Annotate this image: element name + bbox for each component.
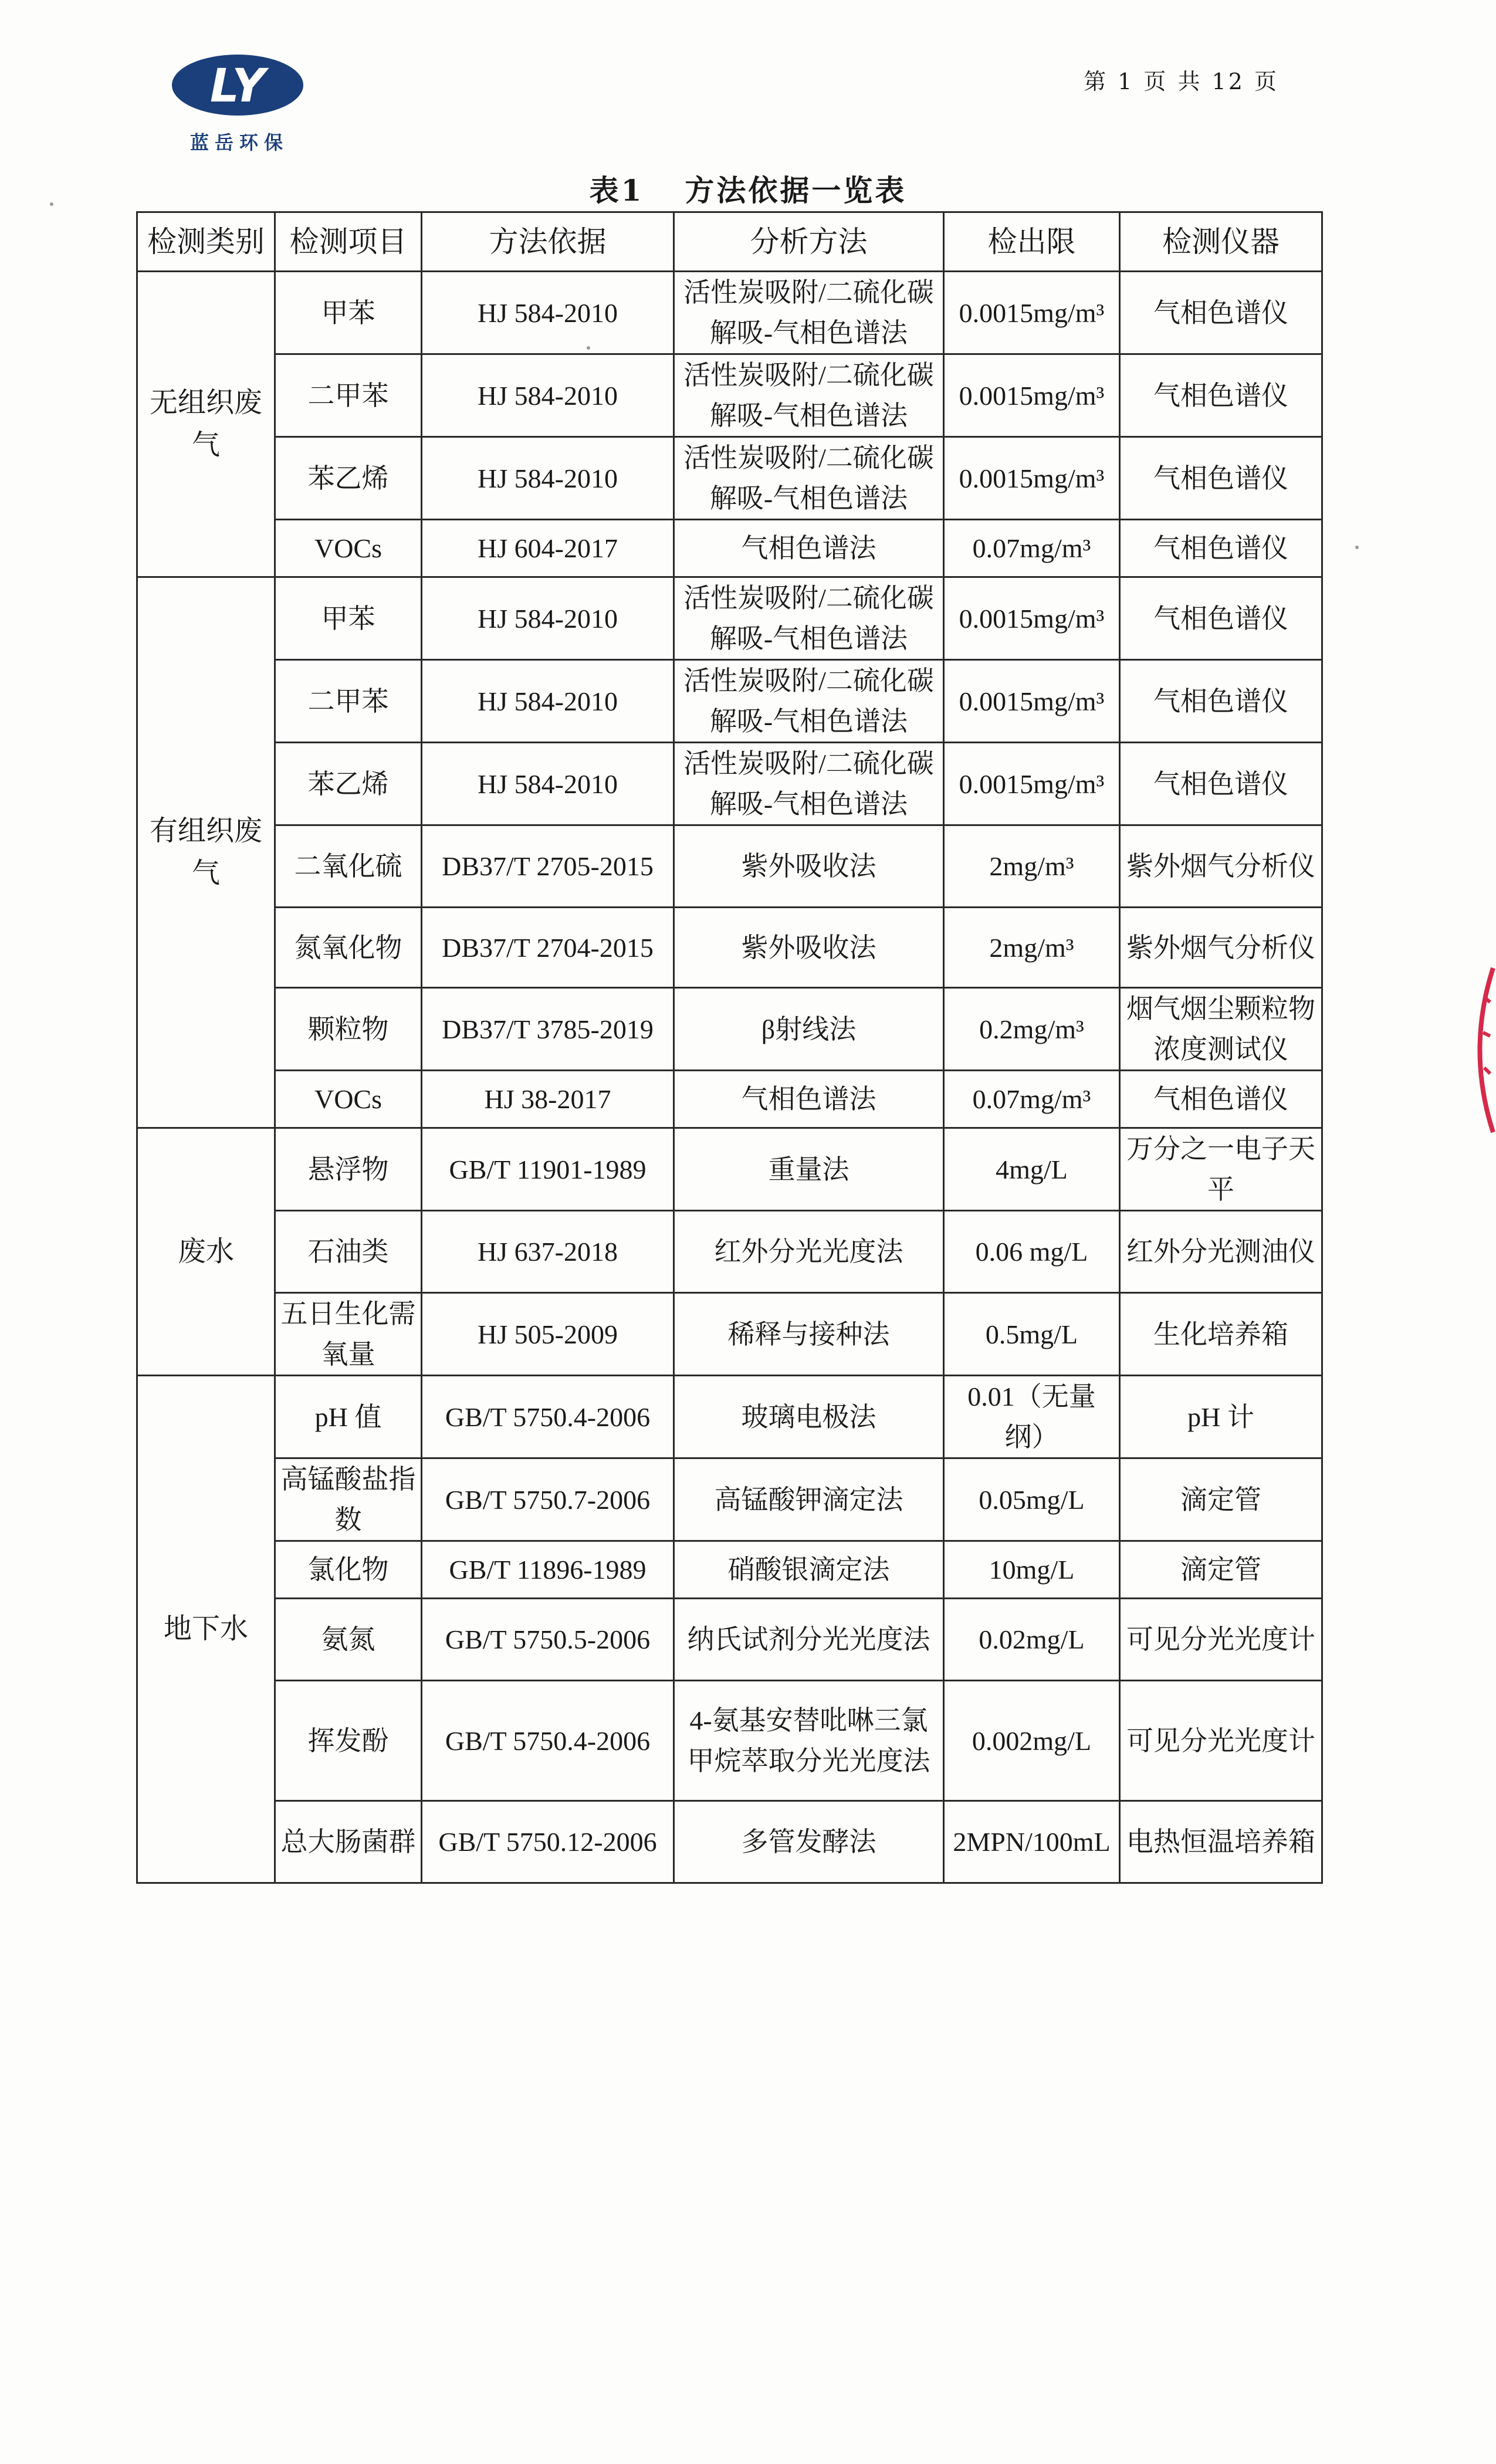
analysis-cell: 气相色谱法	[674, 520, 944, 577]
table-row	[137, 272, 1322, 354]
limit-cell: 0.07mg/m³	[944, 520, 1120, 577]
header-method: 方法依据	[422, 212, 674, 272]
limit-cell: 4mg/L	[944, 1128, 1120, 1211]
instrument-cell: 紫外烟气分析仪	[1120, 908, 1322, 988]
item-cell: 颗粒物	[275, 988, 422, 1071]
stamp-fragment-icon	[1461, 962, 1496, 1138]
limit-cell: 0.0015mg/m³	[944, 354, 1120, 437]
limit-cell: 0.2mg/m³	[944, 988, 1120, 1071]
method-cell: GB/T 5750.7-2006	[422, 1458, 674, 1541]
header-item: 检测项目	[275, 212, 422, 272]
table-row	[137, 1128, 1322, 1211]
table-row	[137, 1293, 1322, 1376]
analysis-cell: 红外分光光度法	[674, 1211, 944, 1293]
instrument-cell: 气相色谱仪	[1120, 577, 1322, 660]
method-cell: GB/T 11896-1989	[422, 1541, 674, 1599]
item-cell: 氮氧化物	[275, 908, 422, 988]
item-cell: 二甲苯	[275, 354, 422, 437]
instrument-cell: 气相色谱仪	[1120, 437, 1322, 520]
item-cell: 苯乙烯	[275, 437, 422, 520]
limit-cell: 2MPN/100mL	[944, 1801, 1120, 1883]
category-cell: 地下水	[137, 1376, 275, 1883]
limit-cell: 0.07mg/m³	[944, 1071, 1120, 1128]
method-cell: HJ 584-2010	[422, 272, 674, 354]
method-cell: HJ 584-2010	[422, 437, 674, 520]
item-cell: 苯乙烯	[275, 743, 422, 825]
header-instrument: 检测仪器	[1120, 212, 1322, 272]
limit-cell: 0.0015mg/m³	[944, 437, 1120, 520]
instrument-cell: 红外分光测油仪	[1120, 1211, 1322, 1293]
instrument-cell: 生化培养箱	[1120, 1293, 1322, 1376]
category-cell: 废水	[137, 1128, 275, 1376]
table-row	[137, 1458, 1322, 1541]
item-cell: pH 值	[275, 1376, 422, 1458]
header-category: 检测类别	[137, 212, 275, 272]
logo-mark-icon	[167, 50, 308, 120]
instrument-cell: 气相色谱仪	[1120, 743, 1322, 825]
limit-cell: 0.0015mg/m³	[944, 577, 1120, 660]
table-row	[137, 354, 1322, 437]
instrument-cell: 可见分光光度计	[1120, 1599, 1322, 1681]
item-cell: 甲苯	[275, 272, 422, 354]
instrument-cell: 气相色谱仪	[1120, 660, 1322, 743]
limit-cell: 2mg/m³	[944, 825, 1120, 908]
instrument-cell: 紫外烟气分析仪	[1120, 825, 1322, 908]
analysis-cell: 重量法	[674, 1128, 944, 1211]
table-title-text: 方法依据一览表	[685, 173, 907, 208]
table-row	[137, 743, 1322, 825]
table-row	[137, 1211, 1322, 1293]
analysis-cell: 多管发酵法	[674, 1801, 944, 1883]
analysis-cell: 活性炭吸附/二硫化碳解吸-气相色谱法	[674, 660, 944, 743]
analysis-cell: 稀释与接种法	[674, 1293, 944, 1376]
table-row	[137, 437, 1322, 520]
method-cell: HJ 604-2017	[422, 520, 674, 577]
instrument-cell: pH 计	[1120, 1376, 1322, 1458]
analysis-cell: β射线法	[674, 988, 944, 1071]
analysis-cell: 4-氨基安替吡啉三氯甲烷萃取分光光度法	[674, 1681, 944, 1801]
instrument-cell: 滴定管	[1120, 1458, 1322, 1541]
item-cell: 石油类	[275, 1211, 422, 1293]
analysis-cell: 玻璃电极法	[674, 1376, 944, 1458]
limit-cell: 0.002mg/L	[944, 1681, 1120, 1801]
item-cell: VOCs	[275, 1071, 422, 1128]
method-cell: DB37/T 3785-2019	[422, 988, 674, 1071]
analysis-cell: 紫外吸收法	[674, 825, 944, 908]
table-row	[137, 1599, 1322, 1681]
analysis-cell: 硝酸银滴定法	[674, 1541, 944, 1599]
limit-cell: 0.5mg/L	[944, 1293, 1120, 1376]
table-row	[137, 988, 1322, 1071]
method-cell: DB37/T 2704-2015	[422, 908, 674, 988]
analysis-cell: 紫外吸收法	[674, 908, 944, 988]
method-cell: HJ 584-2010	[422, 354, 674, 437]
item-cell: 二氧化硫	[275, 825, 422, 908]
instrument-cell: 滴定管	[1120, 1541, 1322, 1599]
analysis-cell: 活性炭吸附/二硫化碳解吸-气相色谱法	[674, 577, 944, 660]
table-title	[0, 167, 1496, 209]
table-row	[137, 1071, 1322, 1128]
header-analysis: 分析方法	[674, 212, 944, 272]
method-cell: GB/T 5750.4-2006	[422, 1681, 674, 1801]
analysis-cell: 气相色谱法	[674, 1071, 944, 1128]
limit-cell: 0.0015mg/m³	[944, 272, 1120, 354]
method-cell: DB37/T 2705-2015	[422, 825, 674, 908]
item-cell: 悬浮物	[275, 1128, 422, 1211]
item-cell: VOCs	[275, 520, 422, 577]
limit-cell: 0.05mg/L	[944, 1458, 1120, 1541]
analysis-cell: 活性炭吸附/二硫化碳解吸-气相色谱法	[674, 437, 944, 520]
method-cell: GB/T 5750.5-2006	[422, 1599, 674, 1681]
item-cell: 挥发酚	[275, 1681, 422, 1801]
method-cell: HJ 38-2017	[422, 1071, 674, 1128]
limit-cell: 2mg/m³	[944, 908, 1120, 988]
limit-cell: 0.0015mg/m³	[944, 743, 1120, 825]
header-limit: 检出限	[944, 212, 1120, 272]
analysis-cell: 高锰酸钾滴定法	[674, 1458, 944, 1541]
page-number: 第 1 页 共 12 页	[1084, 69, 1279, 94]
item-cell: 五日生化需氧量	[275, 1293, 422, 1376]
scan-speck	[50, 202, 53, 206]
instrument-cell: 烟气烟尘颗粒物浓度测试仪	[1120, 988, 1322, 1071]
table-header-row	[137, 212, 1322, 272]
instrument-cell: 气相色谱仪	[1120, 354, 1322, 437]
table-title-number: 表1	[589, 173, 644, 208]
limit-cell: 0.02mg/L	[944, 1599, 1120, 1681]
item-cell: 高锰酸盐指数	[275, 1458, 422, 1541]
table-row	[137, 825, 1322, 908]
method-cell: GB/T 5750.12-2006	[422, 1801, 674, 1883]
method-cell: HJ 584-2010	[422, 743, 674, 825]
instrument-cell: 气相色谱仪	[1120, 520, 1322, 577]
table-row	[137, 908, 1322, 988]
scan-speck	[587, 346, 590, 350]
item-cell: 总大肠菌群	[275, 1801, 422, 1883]
limit-cell: 0.06 mg/L	[944, 1211, 1120, 1293]
analysis-cell: 纳氏试剂分光光度法	[674, 1599, 944, 1681]
table-row	[137, 1681, 1322, 1801]
table-row	[137, 1376, 1322, 1458]
table-row	[137, 1541, 1322, 1599]
table-row	[137, 660, 1322, 743]
method-cell: HJ 505-2009	[422, 1293, 674, 1376]
logo-text: 蓝岳环保	[189, 131, 289, 154]
table-body	[137, 272, 1322, 1883]
instrument-cell: 电热恒温培养箱	[1120, 1801, 1322, 1883]
instrument-cell: 气相色谱仪	[1120, 272, 1322, 354]
category-cell: 无组织废气	[137, 272, 275, 577]
item-cell: 甲苯	[275, 577, 422, 660]
table-row	[137, 577, 1322, 660]
table-row	[137, 1801, 1322, 1883]
instrument-cell: 万分之一电子天平	[1120, 1128, 1322, 1211]
item-cell: 氨氮	[275, 1599, 422, 1681]
item-cell: 氯化物	[275, 1541, 422, 1599]
scan-speck	[1355, 546, 1359, 549]
analysis-cell: 活性炭吸附/二硫化碳解吸-气相色谱法	[674, 743, 944, 825]
table-row	[137, 520, 1322, 577]
analysis-cell: 活性炭吸附/二硫化碳解吸-气相色谱法	[674, 272, 944, 354]
method-cell: HJ 584-2010	[422, 660, 674, 743]
method-cell: HJ 584-2010	[422, 577, 674, 660]
method-cell: HJ 637-2018	[422, 1211, 674, 1293]
limit-cell: 0.0015mg/m³	[944, 660, 1120, 743]
instrument-cell: 气相色谱仪	[1120, 1071, 1322, 1128]
method-basis-table	[136, 211, 1323, 1884]
limit-cell: 0.01（无量纲）	[944, 1376, 1120, 1458]
item-cell: 二甲苯	[275, 660, 422, 743]
instrument-cell: 可见分光光度计	[1120, 1681, 1322, 1801]
method-cell: GB/T 5750.4-2006	[422, 1376, 674, 1458]
category-cell: 有组织废气	[137, 577, 275, 1128]
limit-cell: 10mg/L	[944, 1541, 1120, 1599]
analysis-cell: 活性炭吸附/二硫化碳解吸-气相色谱法	[674, 354, 944, 437]
method-cell: GB/T 11901-1989	[422, 1128, 674, 1211]
company-logo	[167, 50, 308, 153]
logo-letters: LY	[209, 60, 266, 113]
